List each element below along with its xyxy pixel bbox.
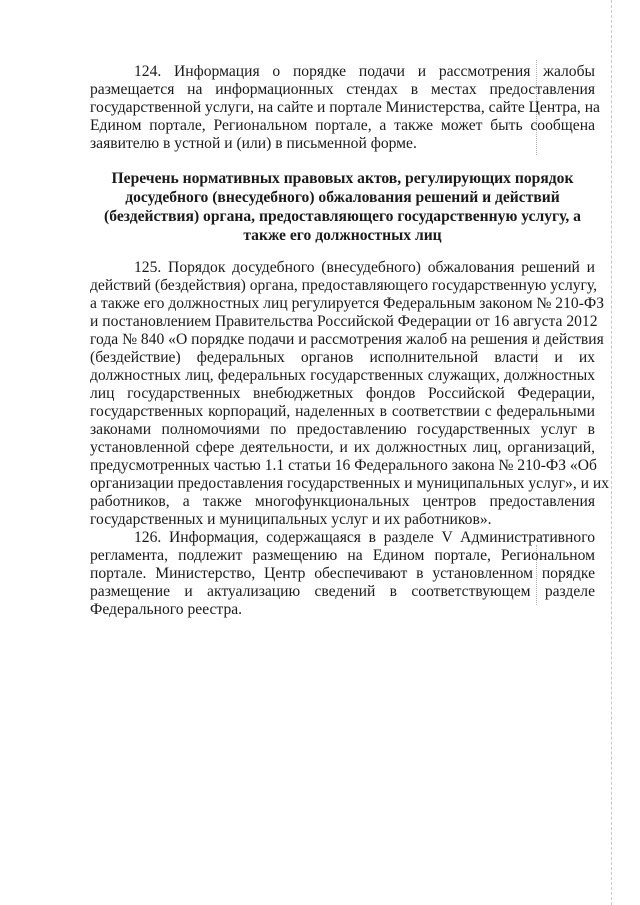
text-line: государственных и муниципальных услуг и их работников». [90,511,492,528]
text-line: портале. Министерство, Центр обеспечивают в установленном порядке [90,565,595,582]
heading-line: Перечень нормативных правовых актов, регулирующих порядок [111,170,574,187]
text-line: государственной услуги, на сайте и портале Министерства, сайте Центра, на [90,99,600,116]
heading-line: также его должностных лиц [243,227,442,244]
text-line: предусмотренных частью 1.1 статьи 16 Федерального закона № 210-ФЗ «Об [90,457,597,474]
text-line: Федерального реестра. [90,601,243,618]
text-line: и постановлением Правительства Российской Федерации от 16 августа 2012 [90,313,598,330]
text-line: государственных корпораций, наделенных в соответствии с федеральными [90,403,595,420]
heading-line: (бездействия) органа, предоставляющего государственную услугу, а [104,208,581,225]
text-line: размещение и актуализацию сведений в соответствующем разделе [90,583,595,600]
text-line: законами полномочиями по предоставлению государственных услуг в [90,421,595,438]
text-line: работников, а также многофункциональных центров предоставления [90,493,595,510]
text-line: 126. Информация, содержащаяся в разделе V Административного [134,529,595,546]
scan-edge-line [611,0,612,905]
text-line: регламента, подлежит размещению на Едином портале, Региональном [90,547,595,564]
text-line: Едином портале, Региональном портале, а также может быть сообщена [90,117,595,134]
text-line: (бездействие) федеральных органов исполнительной власти и их [90,349,595,366]
text-line: года № 840 «О порядке подачи и рассмотрения жалоб на решения и действия [90,331,604,348]
text-line: должностных лиц, федеральных государственных служащих, должностных [90,367,595,384]
text-line: 124. Информация о порядке подачи и рассмотрения жалобы [134,63,595,80]
text-line: 125. Порядок досудебного (внесудебного) обжалования решений и [134,259,595,276]
text-line: установленной сфере деятельности, и их должностных лиц, организаций, [90,439,595,456]
text-line: заявителю в устной и (или) в письменной форме. [90,135,417,152]
heading-line: досудебного (внесудебного) обжалования решений и действий [125,189,560,206]
text-line: организации предоставления государственных и муниципальных услуг», и их [90,475,610,492]
text-line: действий (бездействия) органа, предоставляющего государственную услугу, [90,277,598,294]
text-line: а также его должностных лиц регулируется Федеральным законом № 210-ФЗ [90,295,605,312]
text-line: размещается на информационных стендах в местах предоставления [90,81,595,98]
text-line: лиц государственных внебюджетных фондов Российской Федерации, [90,385,595,402]
